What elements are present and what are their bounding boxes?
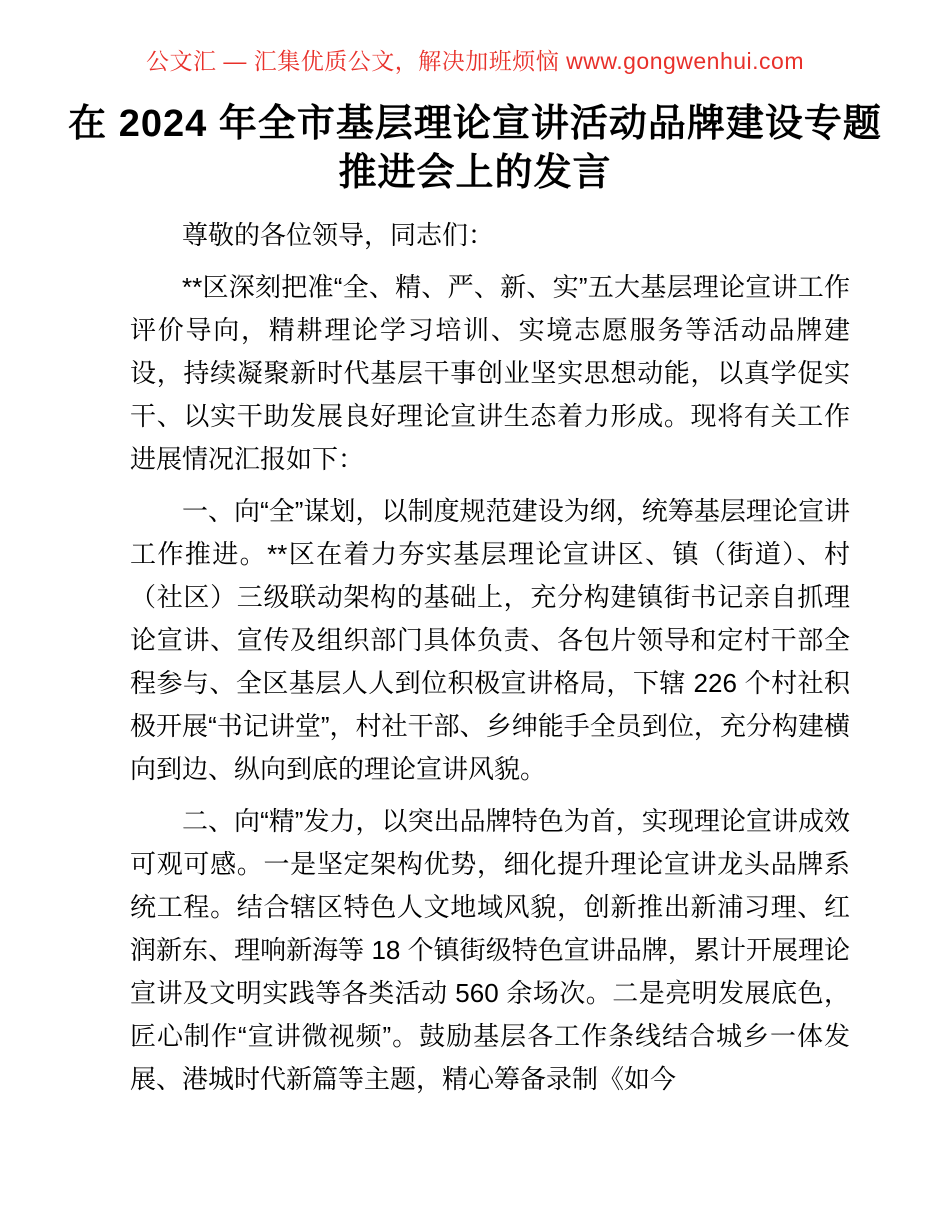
paragraph-section-1: 一、向“全”谋划，以制度规范建设为纲，统筹基层理论宣讲工作推进。**区在着力夯实基层理论宣讲区、镇（街道）、村（社区）三级联动架构的基础上，充分构建镇街书记亲自抓理论宣讲、宣传及组织部门具体负责、各包片领导和定村干部全程参与、全区基层人人到位积极宣讲格局，下辖 226 个村社积极开展“书记讲堂”，村社干部、乡绅能手全员到位，充分构建横向到边、纵向到底的理论宣讲风貌。	[130, 496, 850, 784]
paragraph-overview: **区深刻把准“全、精、严、新、实”五大基层理论宣讲工作评价导向，精耕理论学习培训、实境志愿服务等活动品牌建设，持续凝聚新时代基层干事创业坚实思想动能，以真学促实干、以实干助发展良好理论宣讲生态着力形成。现将有关工作进展情况汇报如下：	[130, 272, 850, 474]
document-title-line-1: 在 2024 年全市基层理论宣讲活动品牌建设专题	[68, 103, 882, 145]
document-title	[0, 100, 950, 198]
greeting-line: 尊敬的各位领导，同志们：	[182, 220, 495, 250]
site-promo-banner: 公文汇 — 汇集优质公文，解决加班烦恼 www.gongwenhui.com	[145, 48, 804, 74]
document-title-line-2: 推进会上的发言	[338, 152, 612, 194]
document-body	[130, 214, 850, 1101]
paragraph-section-2: 二、向“精”发力，以突出品牌特色为首，实现理论宣讲成效可观可感。一是坚定架构优势，细化提升理论宣讲龙头品牌系统工程。结合辖区特色人文地域风貌，创新推出新浦习理、红润新东、理响新海等 18 个镇街级特色宣讲品牌，累计开展理论宣讲及文明实践等各类活动 560 余场次。二是亮明发展底色，匠心制作“宣讲微视频”。鼓励基层各工作条线结合城乡一体发展、港城时代新篇等主题，精心筹备录制《如今	[130, 806, 850, 1094]
